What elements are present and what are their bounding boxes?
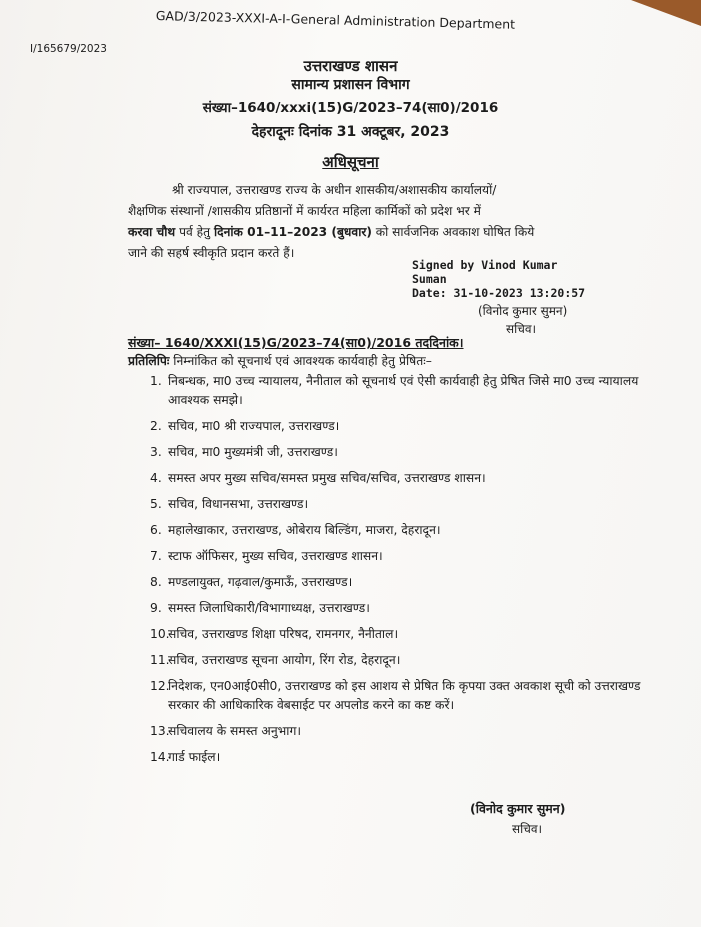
department-heading: सामान्य प्रशासन विभाग: [291, 77, 410, 93]
list-item: [150, 599, 646, 618]
list-item-text: महालेखाकार, उत्तराखण्ड, ओबेराय बिल्डिंग, माजरा, देहरादून।: [168, 523, 441, 537]
signatory-designation-bottom: सचिव।: [512, 822, 543, 836]
list-item: [150, 495, 646, 514]
list-item-text: सचिवालय के समस्त अनुभाग।: [168, 724, 302, 738]
list-item: [150, 722, 646, 741]
list-item-number: 4.: [150, 471, 162, 485]
digital-signature-block: Signed by Vinod Kumar Suman Date: 31-10-2023 13:20:57: [412, 258, 586, 300]
list-item: [150, 443, 646, 462]
list-item: [150, 748, 646, 767]
list-item-number: 2.: [150, 419, 162, 433]
list-item-number: 9.: [150, 601, 162, 615]
list-item: [150, 651, 646, 670]
list-item-number: 5.: [150, 497, 162, 511]
list-item-number: 11.: [150, 653, 170, 667]
file-number: I/165679/2023: [30, 43, 107, 55]
list-item: [150, 573, 646, 592]
signatory-name: (विनोद कुमार सुमन): [478, 304, 568, 318]
list-item: [150, 521, 646, 540]
header-reference-line: GAD/3/2023-XXXI-A-I-General Administration Department: [155, 8, 516, 32]
list-item-number: 7.: [150, 549, 162, 563]
list-item-text: स्टाफ ऑफिसर, मुख्य सचिव, उत्तराखण्ड शासन।: [168, 549, 383, 563]
list-item-text: सचिव, मा0 मुख्यमंत्री जी, उत्तराखण्ड।: [168, 445, 338, 459]
reference-number: संख्या–1640/xxxi(15)G/2023–74(सा0)/2016: [202, 100, 499, 116]
signatory-name-bottom: (विनोद कुमार सुमन): [470, 801, 566, 816]
list-item: [150, 372, 646, 410]
list-item-number: 10.: [150, 627, 170, 641]
list-item-number: 3.: [150, 445, 162, 459]
list-item-number: 8.: [150, 575, 162, 589]
list-item-number: 13.: [150, 724, 170, 738]
notification-paragraph: श्री राज्यपाल, उत्तराखण्ड राज्य के अधीन शासकीय/अशासकीय कार्यालयों/ शैक्षणिक संस्थानों /शासकीय प्रतिष्ठानों में कार्यरत महिला कार्मिकों को प्रदेश भर में करवा चौथ पर्व हेतु दिनांक 01–11–2023 (बुधवार) को सार्वजनिक अवकाश घोषित किये जाने की सहर्ष स्वीकृति प्रदान करते हैं।: [128, 183, 535, 260]
government-heading: उत्तराखण्ड शासन: [303, 57, 398, 75]
list-item-text: निबन्धक, मा0 उच्च न्यायालय, नैनीताल को सूचनार्थ एवं ऐसी कार्यवाही हेतु प्रेषित जिसे मा0 उच्च न्यायालय आवश्यक समझे।: [168, 374, 639, 407]
list-item-text: निदेशक, एन0आई0सी0, उत्तराखण्ड को इस आशय से प्रेषित कि कृपया उक्त अवकाश सूची को उत्तराखण्ड सरकार की आधिकारिक वेबसाईट पर अपलोड करने का कष्ट करें।: [168, 679, 641, 712]
list-item-number: 12.: [150, 679, 170, 693]
list-item-text: समस्त अपर मुख्य सचिव/समस्त प्रमुख सचिव/सचिव, उत्तराखण्ड शासन।: [168, 471, 486, 485]
copy-reference-number: संख्या– 1640/XXXI(15)G/2023–74(सा0)/2016 तददिनांक।: [128, 335, 464, 350]
copy-distribution-list: [150, 372, 646, 774]
place-date: देहरादूनः दिनांक 31 अक्टूबर, 2023: [251, 124, 450, 140]
list-item-number: 14.: [150, 750, 170, 764]
list-item-text: सचिव, उत्तराखण्ड शिक्षा परिषद, रामनगर, नैनीताल।: [168, 627, 399, 641]
list-item-text: समस्त जिलाधिकारी/विभागाध्यक्ष, उत्तराखण्ड।: [168, 601, 370, 615]
list-item-text: मण्डलायुक्त, गढ़वाल/कुमाऊँ, उत्तराखण्ड।: [168, 575, 353, 589]
document-title: अधिसूचना: [322, 153, 379, 171]
paper-corner-shadow: [631, 0, 701, 26]
list-item: [150, 625, 646, 644]
list-item-text: सचिव, उत्तराखण्ड सूचना आयोग, रिंग रोड, देहरादून।: [168, 653, 401, 667]
list-item: [150, 417, 646, 436]
signatory-designation: सचिव।: [506, 322, 537, 336]
list-item-number: 6.: [150, 523, 162, 537]
list-item-text: गार्ड फाईल।: [168, 750, 221, 764]
list-item-text: सचिव, मा0 श्री राज्यपाल, उत्तराखण्ड।: [168, 419, 340, 433]
list-item: [150, 547, 646, 566]
copy-intro: प्रतिलिपिः निम्नांकित को सूचनार्थ एवं आवश्यक कार्यवाही हेतु प्रेषितः–: [128, 354, 432, 368]
list-item-number: 1.: [150, 374, 162, 388]
list-item-text: सचिव, विधानसभा, उत्तराखण्ड।: [168, 497, 309, 511]
list-item: [150, 469, 646, 488]
list-item: [150, 677, 646, 715]
